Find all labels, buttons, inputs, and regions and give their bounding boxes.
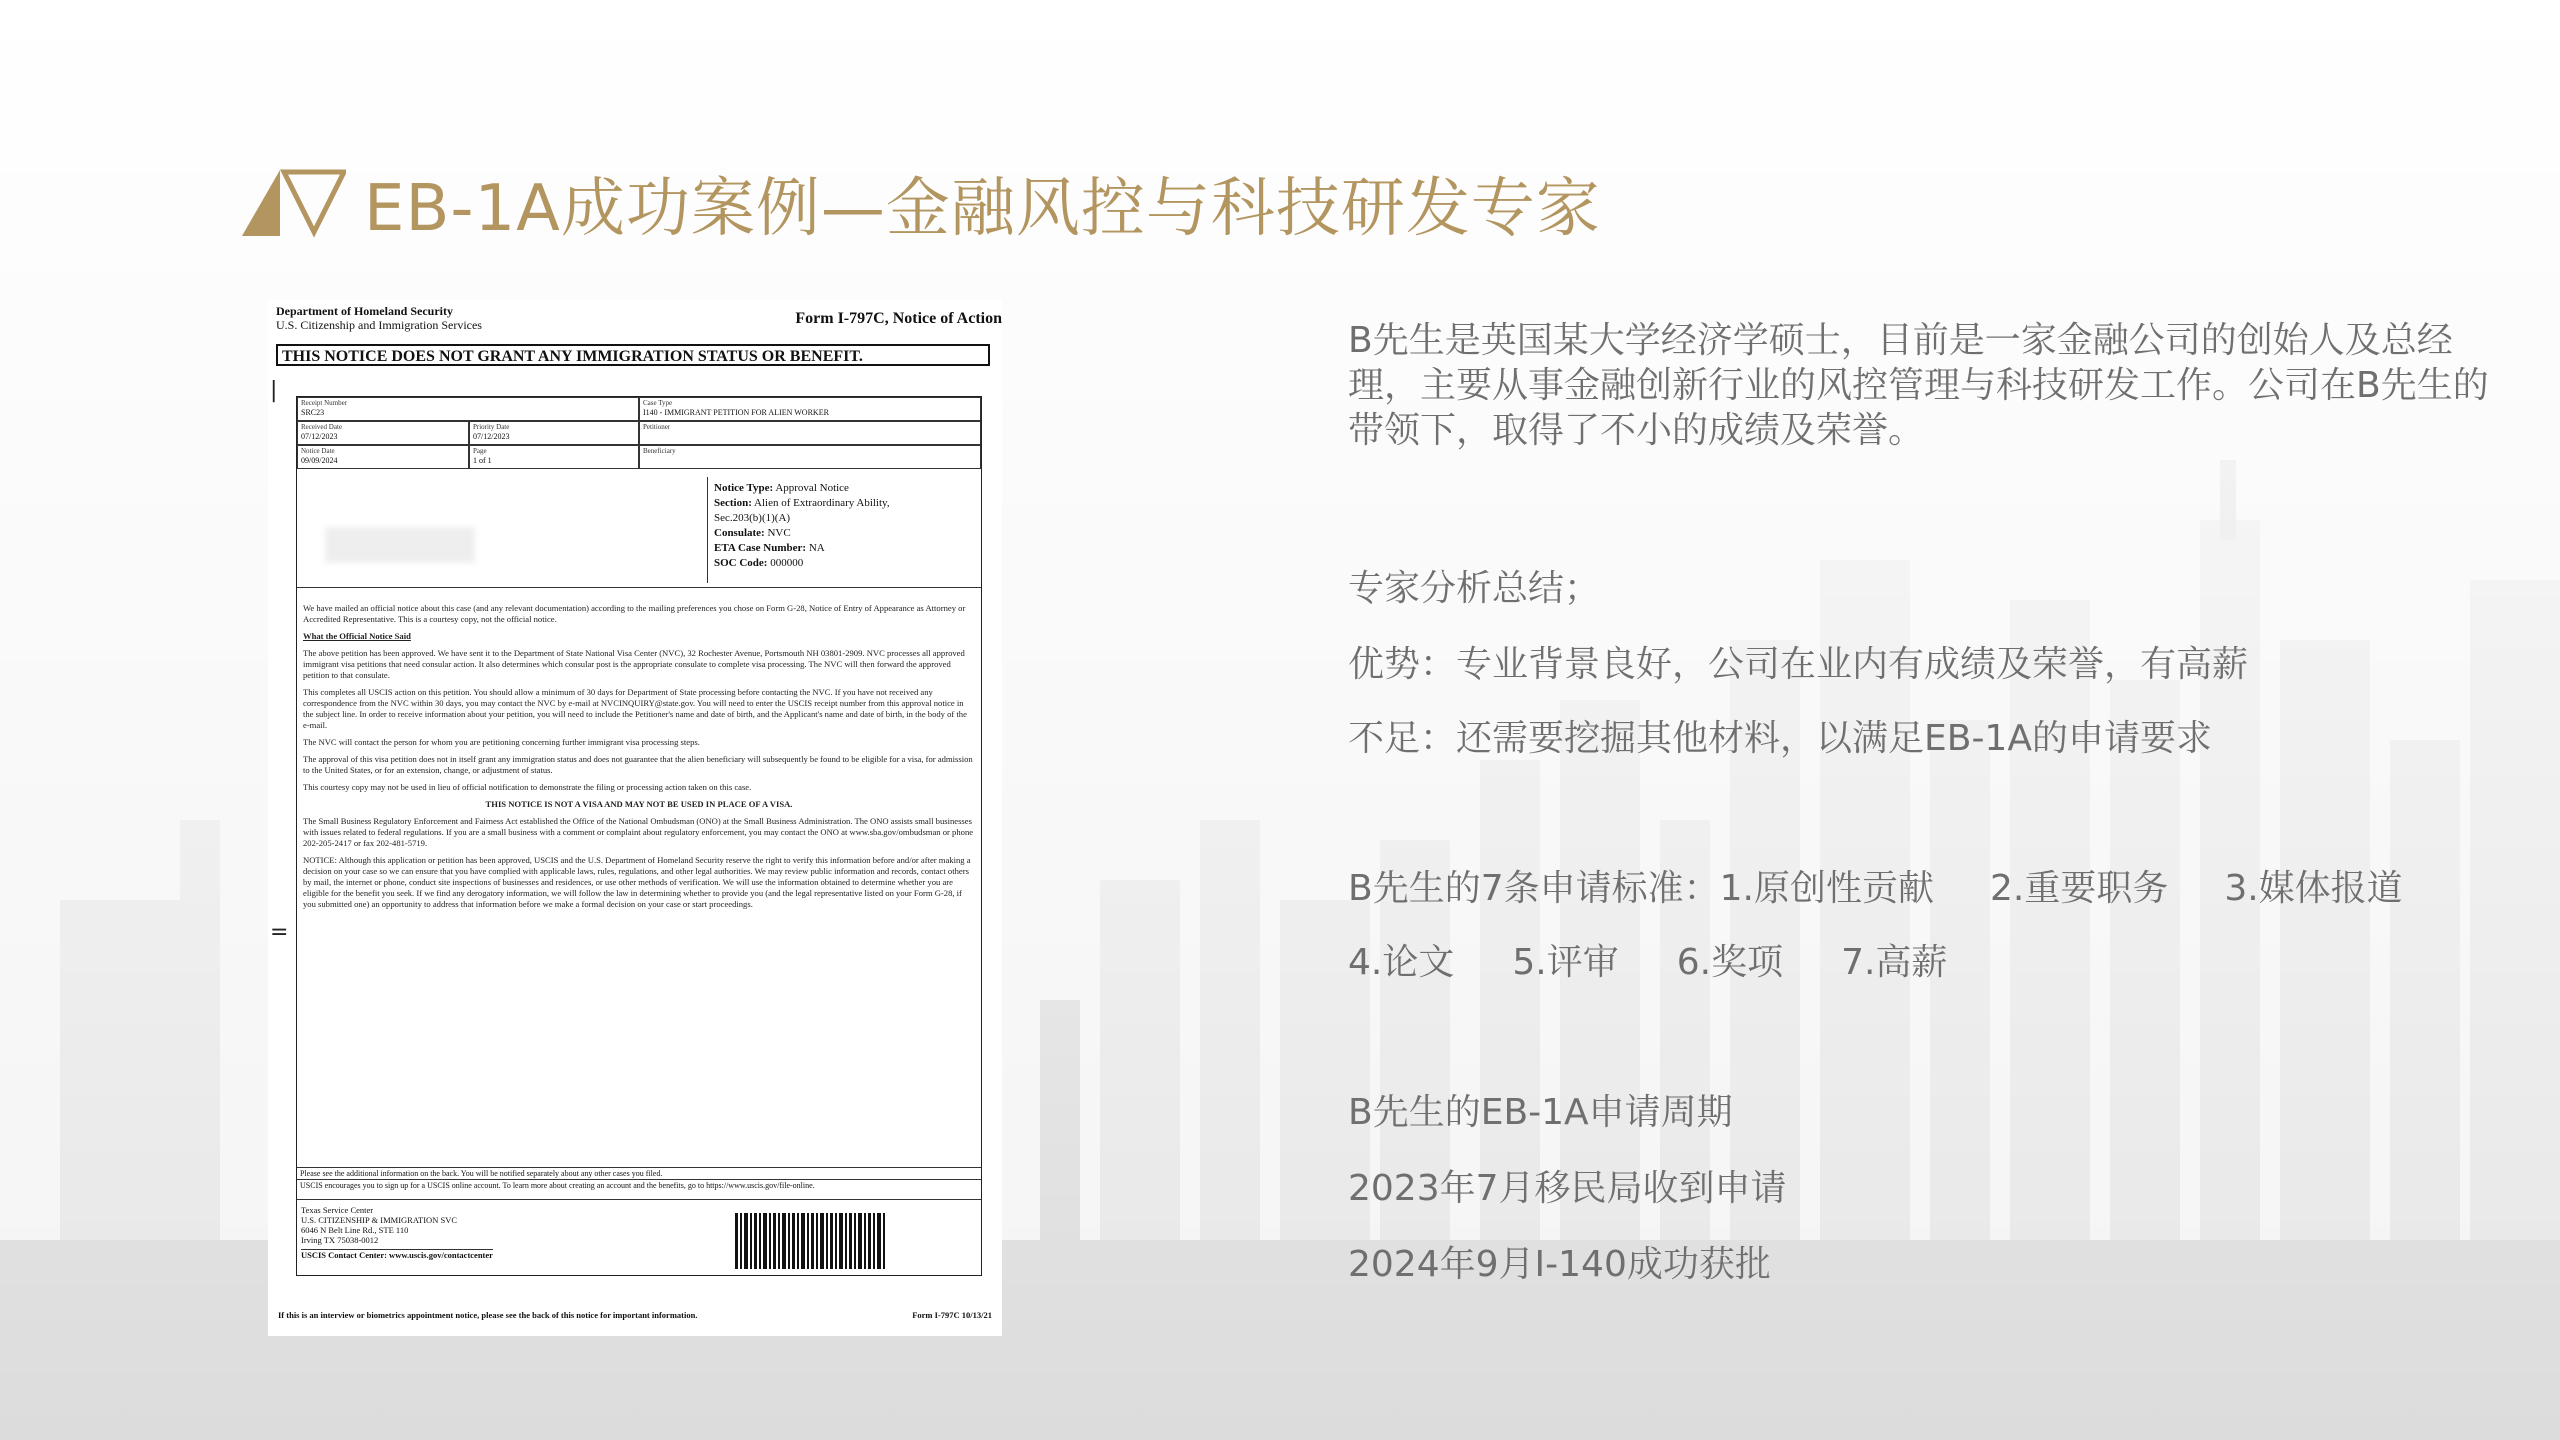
consulate-label: Consulate:: [714, 527, 765, 539]
address-line: Irving TX 75038-0012: [301, 1235, 379, 1245]
cell-received: [297, 421, 469, 445]
service-center-address: [301, 1205, 493, 1260]
criteria-item: 7.高薪: [1841, 942, 1948, 983]
doc-bottom-line: [278, 1310, 992, 1320]
cell-notice-date: [297, 445, 469, 469]
slide-title: [240, 158, 1601, 248]
cell-label: Beneficiary: [643, 447, 676, 455]
cell-value: 07/12/2023: [301, 432, 338, 441]
criteria-item: 2.重要职务: [1989, 868, 2169, 909]
cell-page: [469, 445, 639, 469]
cell-value: I140 - IMMIGRANT PETITION FOR ALIEN WORKER: [643, 408, 829, 417]
cell-beneficiary: [639, 445, 981, 469]
section-value: Alien of Extraordinary Ability,: [754, 497, 890, 509]
i797c-approval-notice-scan: [268, 300, 1002, 1336]
notice-paragraph: NOTICE: Although this application or petition has been approved, USCIS and the U.S. Department of Homeland Security reserve the right to verify this information before and/or after making a decision on your case so we can ensure that you have complied with applicable laws, rules, regulations, and other legal authorities. We may review public information and records, contact others by mail, the internet or phone, conduct site inspections of businesses and residences, or use other methods of verification. We will use the information obtained to determine whether you are eligible for the benefit you seek. If we find any derogatory information, we will follow the law in determining whether to provide you (and the legal representative listed on your Form G-28, if you submitted one) an opportunity to address that information before we make a formal decision on your case or start proceedings.: [303, 855, 971, 909]
criteria-row-2: [1348, 934, 1947, 985]
intro-paragraph: B先生是英国某大学经济学硕士，目前是一家金融公司的创始人及总经理，主要从事金融创新行业的风控管理与科技研发工作。公司在B先生的带领下，取得了不小的成绩及荣誉。: [1348, 320, 2489, 451]
analysis-strengths: 优势：专业背景良好，公司在业内有成绩及荣誉，有高薪: [1348, 644, 2249, 685]
eta-value: NA: [808, 542, 825, 554]
notice-type-label: Notice Type:: [714, 482, 774, 494]
doc-banner: THIS NOTICE DOES NOT GRANT ANY IMMIGRATION STATUS OR BENEFIT.: [276, 344, 990, 366]
timeline-received: 2023年7月移民局收到申请: [1348, 1168, 1787, 1209]
criteria-row-1: [1348, 860, 2403, 911]
cell-label: Received Date: [301, 423, 343, 431]
notice-paragraph: This completes all USCIS action on this petition. You should allow a minimum of 30 days for Department of State processing before contacting the NVC. If you have not received any correspondence from the NVC within 30 days, you may contact the NVC by e-mail at NVCINQUIRY@state.gov. You will need to enter the USCIS receipt number from this approval notice in the subject line. In order to receive information about your petition, you will need to include the Petitioner's name and date of birth, and the Applicant's name and date of birth, in the body of the e-mail.: [303, 687, 967, 730]
doc-foot-note-2: USCIS encourages you to sign up for a USCIS online account. To learn more about creating an account and the benefits, go to https://www.uscis.gov/file-online.: [297, 1179, 981, 1191]
address-line: U.S. CITIZENSHIP & IMMIGRATION SVC: [301, 1215, 457, 1225]
cell-label: Case Type: [643, 399, 673, 407]
cell-value: 09/09/2024: [301, 456, 338, 465]
doc-foot-note-1: Please see the additional information on the back. You will be notified separately about any other cases you filed.: [297, 1167, 981, 1179]
notice-paragraph: We have mailed an official notice about this case (and any relevant documentation) according to the mailing preferences you chose on Form G-28, Notice of Entry of Appearance as Attorney or Accredited Representative. This is a courtesy copy, not the official notice.: [303, 603, 966, 624]
cell-label: Receipt Number: [301, 399, 348, 407]
eta-label: ETA Case Number:: [714, 542, 807, 554]
doc-agency: U.S. Citizenship and Immigration Services: [276, 318, 482, 332]
cell-label: Priority Date: [473, 423, 510, 431]
cell-value: SRC23: [301, 408, 325, 417]
cell-case-type: [639, 397, 981, 421]
analysis-heading: 专家分析总结；: [1348, 568, 1601, 609]
notice-paragraph: The Small Business Regulatory Enforcement and Fairness Act established the Office of the National Ombudsman (ONO) at the Small Business Administration. The ONO assists small businesses with issues related to federal regulations. If you are a small business with a comment or complaint about regulatory enforcement, you may contact the ONO at www.sba.gov/ombudsman or phone 202-205-2417 or fax 202-481-5719.: [303, 816, 974, 848]
scan-mark: |: [270, 378, 278, 403]
cell-value: 1 of 1: [473, 456, 492, 465]
timeline-heading: B先生的EB-1A申请周期: [1348, 1092, 1733, 1133]
contact-center: USCIS Contact Center: www.uscis.gov/contactcenter: [301, 1250, 493, 1260]
doc-form-title: Form I-797C, Notice of Action: [795, 310, 1002, 327]
criteria-item: 1.原创性贡献: [1719, 868, 1934, 909]
soc-label: SOC Code:: [714, 557, 768, 569]
criteria-item: 6.奖项: [1676, 942, 1784, 983]
notice-type-value: Approval Notice: [775, 482, 849, 494]
soc-value: 000000: [770, 557, 804, 569]
scan-mark: =: [270, 920, 289, 945]
criteria-item: 4.论文: [1348, 942, 1455, 983]
criteria-item: 5.评审: [1512, 942, 1619, 983]
section-value-2: Sec.203(b)(1)(A): [714, 512, 791, 524]
cell-label: Notice Date: [301, 447, 335, 455]
address-line: 6046 N Belt Line Rd., STE 110: [301, 1225, 409, 1235]
notice-body-text: [303, 603, 975, 916]
analysis-weaknesses: 不足：还需要挖掘其他材料，以满足EB-1A的申请要求: [1348, 718, 2212, 759]
notice-paragraph: The approval of this visa petition does not in itself grant any immigration status and does not guarantee that the alien beneficiary will subsequently be found to be eligible for a visa, for admission to the United States, or for an extension, change, or adjustment of status.: [303, 754, 973, 775]
cell-priority: [469, 421, 639, 445]
timeline-approved: 2024年9月I-140成功获批: [1348, 1244, 1771, 1285]
notice-paragraph: This courtesy copy may not be used in lieu of official notification to demonstrate the filing or processing action taken on this case.: [303, 782, 752, 792]
doc-bottom-left: If this is an interview or biometrics appointment notice, please see the back of this notice for important information.: [278, 1310, 698, 1320]
criteria-lead: B先生的7条申请标准：: [1348, 868, 1720, 909]
address-line: Texas Service Center: [301, 1205, 374, 1215]
notice-type-box: [707, 477, 981, 583]
triangle-logo-icon: [240, 166, 346, 240]
doc-notice-body: [296, 396, 982, 1276]
barcode-icon: [733, 1213, 887, 1269]
notice-paragraph: THIS NOTICE IS NOT A VISA AND MAY NOT BE USED IN PLACE OF A VISA.: [485, 799, 793, 809]
criteria-item: 3.媒体报道: [2224, 868, 2403, 909]
notice-paragraph: The NVC will contact the person for whom you are petitioning concerning further immigrant visa processing steps.: [303, 737, 700, 747]
redacted-address: [325, 527, 475, 563]
section-label: Section:: [714, 497, 752, 509]
page-title: EB-1A成功案例—金融风控与科技研发专家: [364, 172, 1601, 246]
cell-value: 07/12/2023: [473, 432, 510, 441]
notice-paragraph: The above petition has been approved. We have sent it to the Department of State National Visa Center (NVC), 32 Rochester Avenue, Portsmouth NH 03801-2909. NVC processes all approved immigrant visa petitions that need consular action. It also determines which consular post is the appropriate consulate to complete visa processing. The NVC will then forward the approved petition to that consulate.: [303, 648, 965, 680]
cell-label: Petitioner: [643, 423, 671, 431]
cell-receipt: [297, 397, 639, 421]
cell-label: Page: [473, 447, 487, 455]
doc-header-agency: [276, 304, 482, 332]
doc-dept: Department of Homeland Security: [276, 304, 453, 318]
notice-subheading: What the Official Notice Said: [303, 631, 411, 641]
consulate-value: NVC: [767, 527, 791, 539]
doc-bottom-right: Form I-797C 10/13/21: [912, 1310, 992, 1320]
cell-petitioner: [639, 421, 981, 445]
